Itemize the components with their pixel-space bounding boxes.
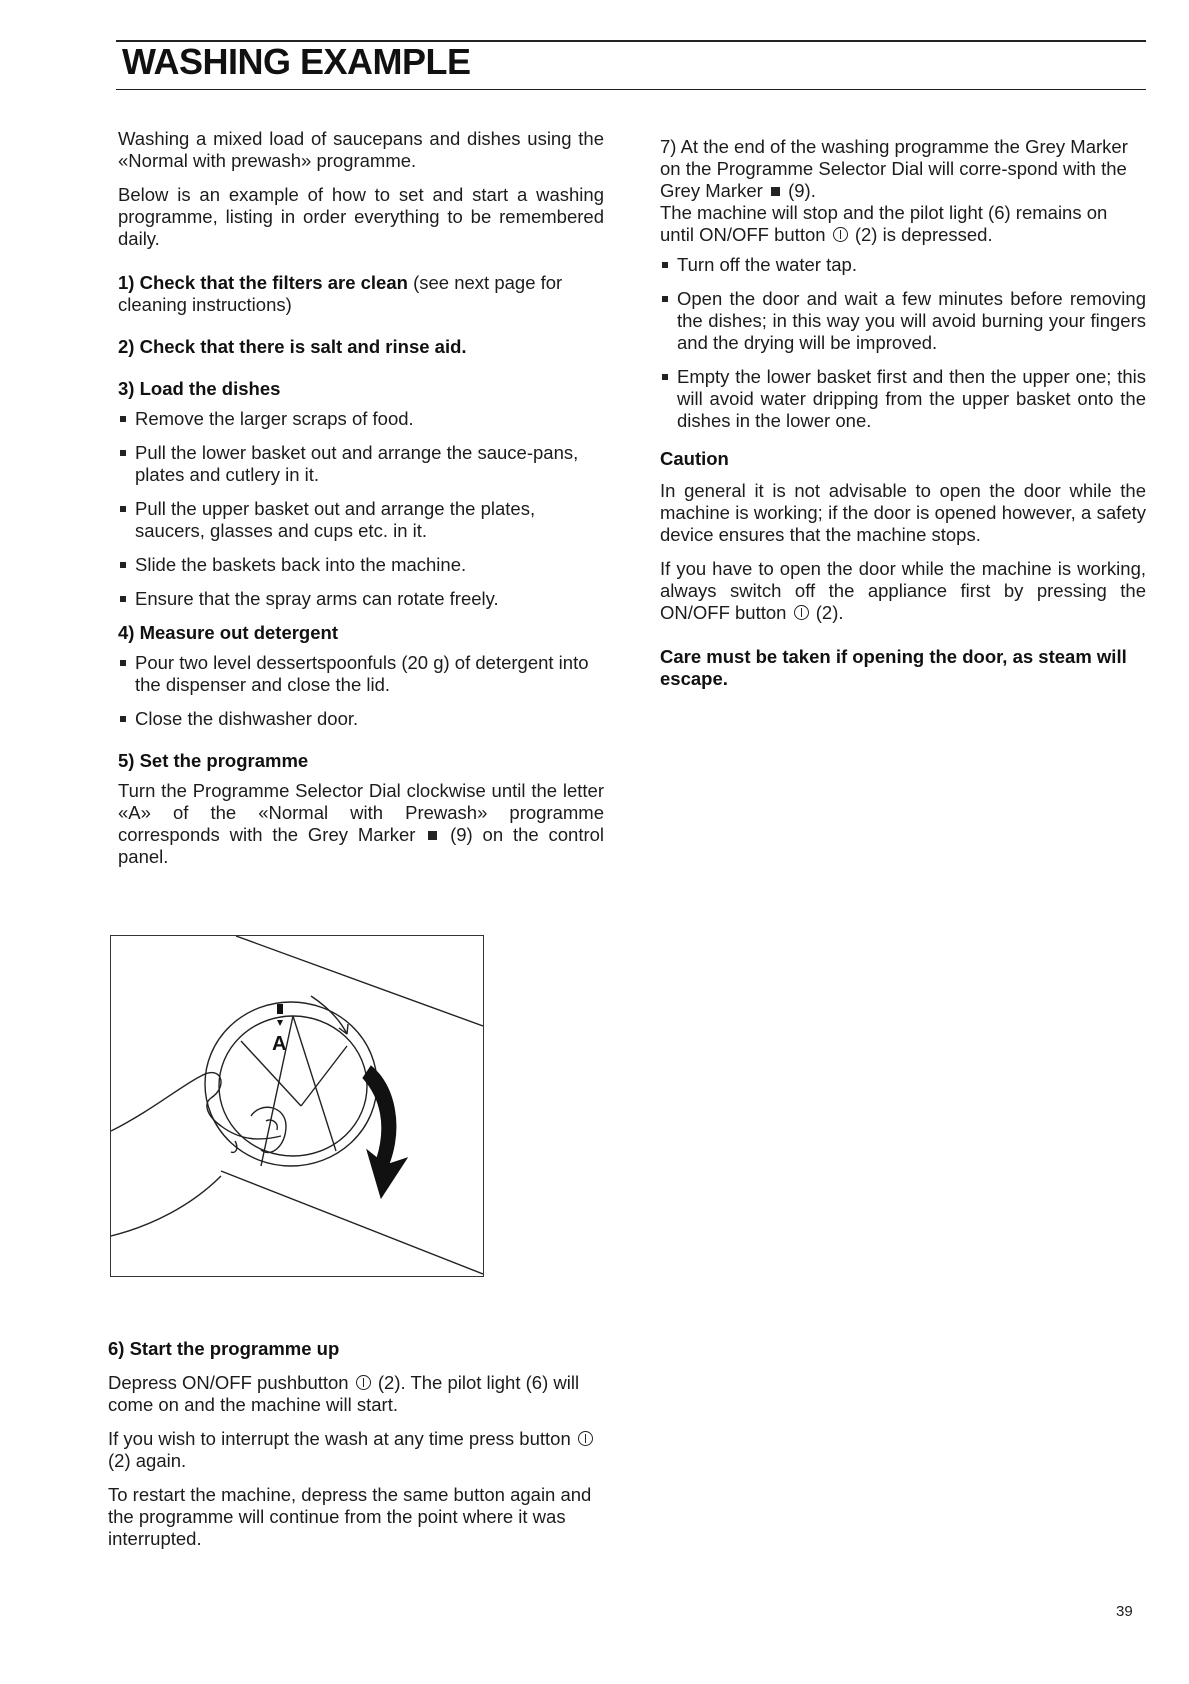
- clockwise-arrow-icon: [363, 1066, 407, 1198]
- step-7-text-c: The machine will stop and the pilot light (6) remains on until ON/OFF button: [660, 202, 1108, 245]
- dial-segment-line: [301, 1046, 347, 1106]
- step-1-heading: 1) Check that the filters are clean: [118, 272, 408, 293]
- power-symbol-icon: [833, 227, 848, 242]
- grey-marker-icon: [771, 187, 780, 196]
- caution-text-2a: If you have to open the door while the machine is working, always switch off the appliance first by pressing the ON/OFF button: [660, 558, 1146, 623]
- header-bottom-rule: [116, 89, 1146, 90]
- list-item: Turn off the water tap.: [660, 254, 1146, 276]
- step-1-paragraph: [118, 272, 604, 316]
- list-item: Slide the baskets back into the machine.: [118, 554, 604, 576]
- dial-pointer-icon: [277, 1020, 283, 1026]
- step-7-text-d: (2) is depressed.: [854, 224, 993, 245]
- left-column-bottom: [108, 1338, 598, 1562]
- page-title: WASHING EXAMPLE: [122, 41, 471, 82]
- step-6-paragraph-2: [108, 1428, 598, 1472]
- list-item: Pull the lower basket out and arrange the sauce-pans, plates and cutlery in it.: [118, 442, 604, 486]
- list-item: Empty the lower basket first and then the upper one; this will avoid water dripping from the upper basket onto the dishes in the lower one.: [660, 366, 1146, 432]
- step-7-text-a: 7) At the end of the washing programme the Grey Marker on the Programme Selector Dial will corre-spond with the Grey Marker: [660, 136, 1128, 201]
- list-item: Pour two level dessertspoonfuls (20 g) of detergent into the dispenser and close the lid.: [118, 652, 604, 696]
- caution-text-2b: (2).: [815, 602, 844, 623]
- step-6-paragraph-3: To restart the machine, depress the same button again and the programme will continue from the point where it was interrupted.: [108, 1484, 592, 1549]
- step-7-paragraph: [660, 136, 1146, 246]
- thumbnail-outline: [266, 1120, 277, 1130]
- dial-illustration: [110, 935, 484, 1277]
- panel-edge-line: [236, 936, 483, 1026]
- step-5-paragraph: [118, 780, 604, 868]
- step-6-paragraph-1: [108, 1372, 598, 1416]
- step-3-list: [118, 408, 604, 610]
- list-item: Open the door and wait a few minutes before removing the dishes; in this way you will avoid burning your fingers and the drying will be improved.: [660, 288, 1146, 354]
- step-5-heading: 5) Set the programme: [118, 750, 309, 771]
- step-7-list: [660, 254, 1146, 432]
- intro-paragraph-1: Washing a mixed load of saucepans and dishes using the «Normal with prewash» programme.: [118, 128, 604, 171]
- dial-letter: A: [272, 1033, 287, 1055]
- hand-outline: [111, 1073, 281, 1139]
- step-6-heading: 6) Start the programme up: [108, 1338, 340, 1359]
- dial-segment-line: [241, 1041, 301, 1106]
- step-6-text-1a: Depress ON/OFF pushbutton: [108, 1372, 349, 1393]
- caution-paragraph-2: [660, 558, 1146, 624]
- grey-marker-icon: [428, 831, 437, 840]
- dial-segment-line: [293, 1016, 336, 1151]
- step-4-heading: 4) Measure out detergent: [118, 622, 338, 643]
- hand-outline: [111, 1176, 221, 1236]
- panel-edge-line: [221, 1171, 483, 1274]
- right-column: [660, 136, 1146, 702]
- step-5-text-b: (9) on the control panel.: [118, 824, 605, 867]
- step-3-heading: 3) Load the dishes: [118, 378, 281, 399]
- step-6-text-1b: (2). The pilot light (6) will come on and the machine will start.: [108, 1372, 580, 1415]
- step-5-text-a: Turn the Programme Selector Dial clockwise until the letter «A» of the «Normal with Prewash» programme corresponds with the Grey Marker: [118, 780, 604, 845]
- list-item: Pull the upper basket out and arrange the plates, saucers, glasses and cups etc. in it.: [118, 498, 604, 542]
- list-item: Ensure that the spray arms can rotate freely.: [118, 588, 604, 610]
- step-1-text: (see next page for cleaning instructions): [118, 272, 563, 315]
- steam-warning: Care must be taken if opening the door, as steam will escape.: [660, 646, 1127, 689]
- grey-marker-icon: [277, 1004, 283, 1014]
- list-item: Close the dishwasher door.: [118, 708, 604, 730]
- rotation-arrow-thin: [311, 996, 347, 1034]
- dial-face: [219, 1016, 367, 1156]
- power-symbol-icon: [794, 605, 809, 620]
- step-7-text-b: (9).: [788, 180, 816, 201]
- caution-paragraph-1: In general it is not advisable to open the door while the machine is working; if the door is opened however, a safety device ensures that the machine stops.: [660, 480, 1146, 545]
- list-item: Remove the larger scraps of food.: [118, 408, 604, 430]
- power-symbol-icon: [356, 1375, 371, 1390]
- step-6-text-2a: If you wish to interrupt the wash at any time press button: [108, 1428, 571, 1449]
- caution-heading: Caution: [660, 448, 729, 469]
- left-column: [118, 128, 604, 880]
- power-symbol-icon: [578, 1431, 593, 1446]
- dial-drawing: [111, 936, 483, 1276]
- intro-paragraph-2: Below is an example of how to set and start a washing programme, listing in order everything to be remembered daily.: [118, 184, 604, 249]
- step-2-heading: 2) Check that there is salt and rinse aid.: [118, 336, 467, 357]
- step-4-list: [118, 652, 604, 730]
- page-number: 39: [1116, 1603, 1133, 1620]
- step-6-text-2b: (2) again.: [108, 1450, 187, 1471]
